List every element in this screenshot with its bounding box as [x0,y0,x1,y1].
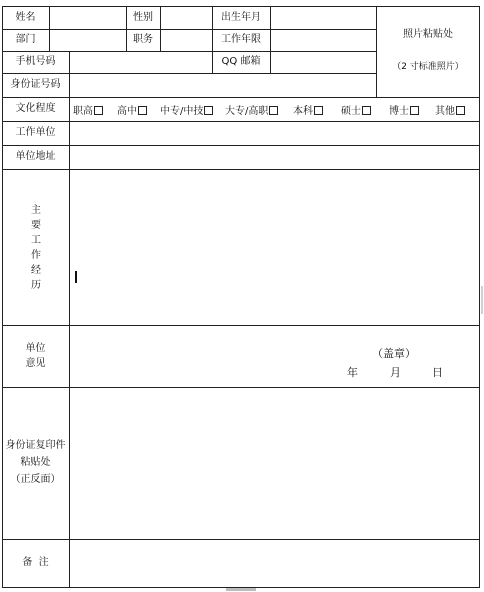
remarks-label: 备 注 [22,557,49,568]
education-option-zhigao[interactable] [73,106,103,118]
id-field[interactable] [70,74,375,96]
position-label: 职务 [133,34,153,45]
date-day: 日 [432,366,443,379]
education-option-label: 高中 [117,106,137,117]
education-option-benke[interactable] [293,106,323,118]
name-field[interactable] [50,7,125,28]
checkbox-icon[interactable] [269,106,278,115]
text-cursor [75,271,77,283]
checkbox-icon[interactable] [204,106,213,115]
gender-label: 性别 [133,12,153,23]
position-field[interactable] [161,30,211,50]
id-copy-label-line3: （正反面） [10,474,61,485]
employer-label: 工作单位 [15,127,56,138]
work-years-label: 工作年限 [221,34,261,45]
education-option-qita[interactable] [435,106,465,118]
photo-note: （2 寸标准照片） [392,62,464,72]
education-option-label: 中专/中技 [160,106,204,117]
education-option-boshi[interactable] [389,106,419,118]
birth-field[interactable] [271,7,375,28]
checkbox-icon[interactable] [456,106,465,115]
education-label: 文化程度 [15,103,56,114]
id-label: 身份证号码 [10,79,61,90]
checkbox-icon[interactable] [138,106,147,115]
opinion-field[interactable] [70,326,479,386]
phone-field[interactable] [70,52,211,72]
employer-field[interactable] [70,122,479,144]
checkbox-icon[interactable] [362,106,371,115]
checkbox-icon[interactable] [410,106,419,115]
id-copy-label-line2: 粘贴处 [20,457,51,468]
remarks-field[interactable] [70,540,479,587]
checkbox-icon[interactable] [94,106,103,115]
education-option-dazhuan[interactable] [225,106,278,118]
date-year: 年 [347,366,358,379]
birth-label: 出生年月 [221,12,261,23]
education-option-label: 其他 [435,106,455,117]
row-divider [2,97,480,98]
phone-label: 手机号码 [15,56,56,67]
dept-field[interactable] [50,30,125,50]
gender-field[interactable] [161,7,211,28]
dept-label: 部门 [15,34,36,45]
page-break-marker [226,588,256,591]
date-month: 月 [390,366,401,379]
id-copy-area[interactable] [70,388,479,538]
qq-field[interactable] [271,52,375,72]
stamp-text: （盖章） [372,347,416,360]
scrollbar-thumb[interactable] [481,286,483,314]
experience-label: 主要工作经历 [31,205,41,291]
education-option-label: 本科 [293,106,313,117]
education-option-label: 大专/高职 [225,106,269,117]
address-field[interactable] [70,146,479,168]
education-option-label: 职高 [73,106,93,117]
name-label: 姓名 [15,12,36,23]
education-option-shuoshi[interactable] [341,106,371,118]
experience-field[interactable] [70,170,479,324]
column-divider [376,6,377,97]
education-option-zhongzhuan[interactable] [160,106,213,118]
education-option-label: 博士 [389,106,409,117]
checkbox-icon[interactable] [314,106,323,115]
opinion-label-line1: 单位 [25,343,46,354]
qq-label: QQ 邮箱 [221,56,261,67]
photo-label: 照片粘贴处 [403,29,453,40]
opinion-label-line2: 意见 [25,358,46,369]
id-copy-label-line1: 身份证复印件 [5,440,66,451]
education-option-label: 硕士 [341,106,361,117]
address-label: 单位地址 [15,151,56,162]
work-years-field[interactable] [271,30,375,50]
education-option-gaozhong[interactable] [117,106,147,118]
